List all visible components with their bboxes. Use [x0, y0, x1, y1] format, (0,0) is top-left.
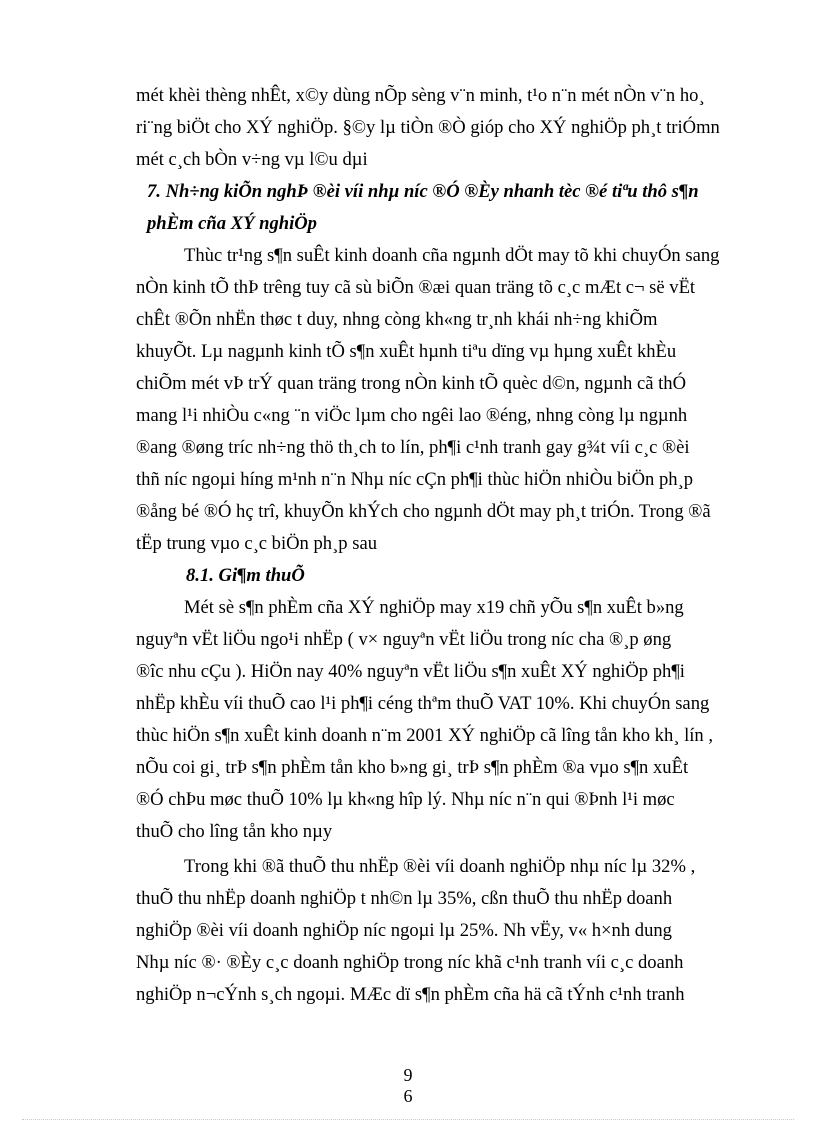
body-text-line: nÒn kinh tÕ thÞ trêng tuy cã sù biÕn ®æi quan träng tõ c¸c mÆt c¬ së vËt: [136, 277, 696, 298]
body-text-line: nghiÖp n¬cÝnh s¸ch ngoµi. MÆc dï s¶n phÈm cña hä cã tÝnh c¹nh tranh: [136, 984, 685, 1005]
body-text-line: Nhµ níc ®· ®Èy c¸c doanh nghiÖp trong níc khã c¹nh tranh víi c¸c doanh: [136, 952, 684, 973]
body-text-line: mang l¹i nhiÒu c«ng ¨n viÖc lµm cho ngêi lao ®éng, nhng còng lµ ngµnh: [136, 405, 688, 426]
body-text-line: ®îc nhu cÇu ). HiÖn nay 40% nguyªn vËt liÖu s¶n xuÊt XÝ nghiÖp ph¶i: [136, 661, 685, 682]
body-text-line: chiÕm mét vÞ trÝ quan träng trong nÒn kinh tÕ quèc d©n, ngµnh cã thÓ: [136, 373, 687, 394]
body-text-line: thuÕ cho lîng tån kho nµy: [136, 821, 333, 842]
body-text-line: nÕu coi gi¸ trÞ s¶n phÈm tån kho b»ng gi¸ trÞ s¶n phÈm ®a vµo s¶n xuÊt: [136, 757, 689, 778]
body-text-line: thñ níc ngoµi híng m¹nh n¨n Nhµ níc cÇn ph¶i thùc hiÖn nhiÒu biÖn ph¸p: [136, 469, 694, 490]
page-number: 6: [403, 1086, 413, 1106]
body-text-line: tËp trung vµo c¸c biÖn ph¸p sau: [136, 533, 378, 554]
page-number: 9: [403, 1065, 413, 1085]
section-heading-line: phÈm cña XÝ nghiÖp: [147, 213, 317, 234]
subsection-heading: 8.1. Gi¶m thuÕ: [186, 565, 305, 586]
body-text-line: mét c¸ch bÒn v÷ng vµ l©u dµi: [136, 149, 368, 170]
body-text-line: ®ang ®øng tríc nh÷ng thö th¸ch to lín, ph¶i c¹nh tranh gay g¾t víi c¸c ®èi: [136, 437, 690, 458]
body-text-line: thùc hiÖn s¶n xuÊt kinh doanh n¨m 2001 XÝ nghiÖp cã lîng tån kho kh¸ lín ,: [136, 725, 714, 746]
paragraph-first-line: Thùc tr¹ng s¶n suÊt kinh doanh cña ngµnh dÖt may tõ khi chuyÓn sang: [184, 245, 720, 266]
body-text-line: chÊt ®Õn nhËn thøc t duy, nhng còng kh«ng tr¸nh khái nh÷ng khiÕm: [136, 309, 658, 330]
body-text-line: ri¨ng biÖt cho XÝ nghiÖp. §©y lµ tiÒn ®Ò gióp cho XÝ nghiÖp ph¸t triÓmn: [136, 117, 720, 138]
body-text-line: nguyªn vËt liÖu ngo¹i nhËp ( v× nguyªn vËt liÖu trong níc cha ®¸p øng: [136, 629, 672, 650]
body-text-line: nghiÖp ®èi víi doanh nghiÖp níc ngoµi lµ 25%. Nh vËy, v« h×nh dung: [136, 920, 672, 941]
body-text-line: ®ång bé ®Ó hç trî, khuyÕn khÝch cho ngµnh dÖt may ph¸t triÓn. Trong ®ã: [136, 501, 711, 522]
body-text-line: ®Ó chÞu møc thuÕ 10% lµ kh«ng hîp lý. Nhµ níc n¨n qui ®Þnh l¹i møc: [136, 789, 675, 810]
page-bottom-divider: [22, 1119, 794, 1120]
body-text-line: mét khèi thèng nhÊt, x©y dùng nÕp sèng v¨n minh, t¹o n¨n mét nÒn v¨n ho¸: [136, 85, 705, 106]
paragraph-first-line: Mét sè s¶n phÈm cña XÝ nghiÖp may x19 chñ yÕu s¶n xuÊt b»ng: [184, 597, 684, 618]
section-heading-line: 7. Nh÷ng kiÕn nghÞ ®èi víi nhµ níc ®Ó ®Èy nhanh tèc ®é tiªu thô s¶n: [147, 181, 699, 202]
body-text-line: nhËp khÈu víi thuÕ cao l¹i ph¶i céng thªm thuÕ VAT 10%. Khi chuyÓn sang: [136, 693, 710, 714]
body-text-line: khuyÕt. Lµ nagµnh kinh tÕ s¶n xuÊt hµnh tiªu dïng vµ hµng xuÊt khÈu: [136, 341, 677, 362]
body-text-line: thuÕ thu nhËp doanh nghiÖp t nh©n lµ 35%, cßn thuÕ thu nhËp doanh: [136, 888, 673, 909]
paragraph-first-line: Trong khi ®ã thuÕ thu nhËp ®èi víi doanh nghiÖp nhµ níc lµ 32% ,: [184, 856, 696, 877]
